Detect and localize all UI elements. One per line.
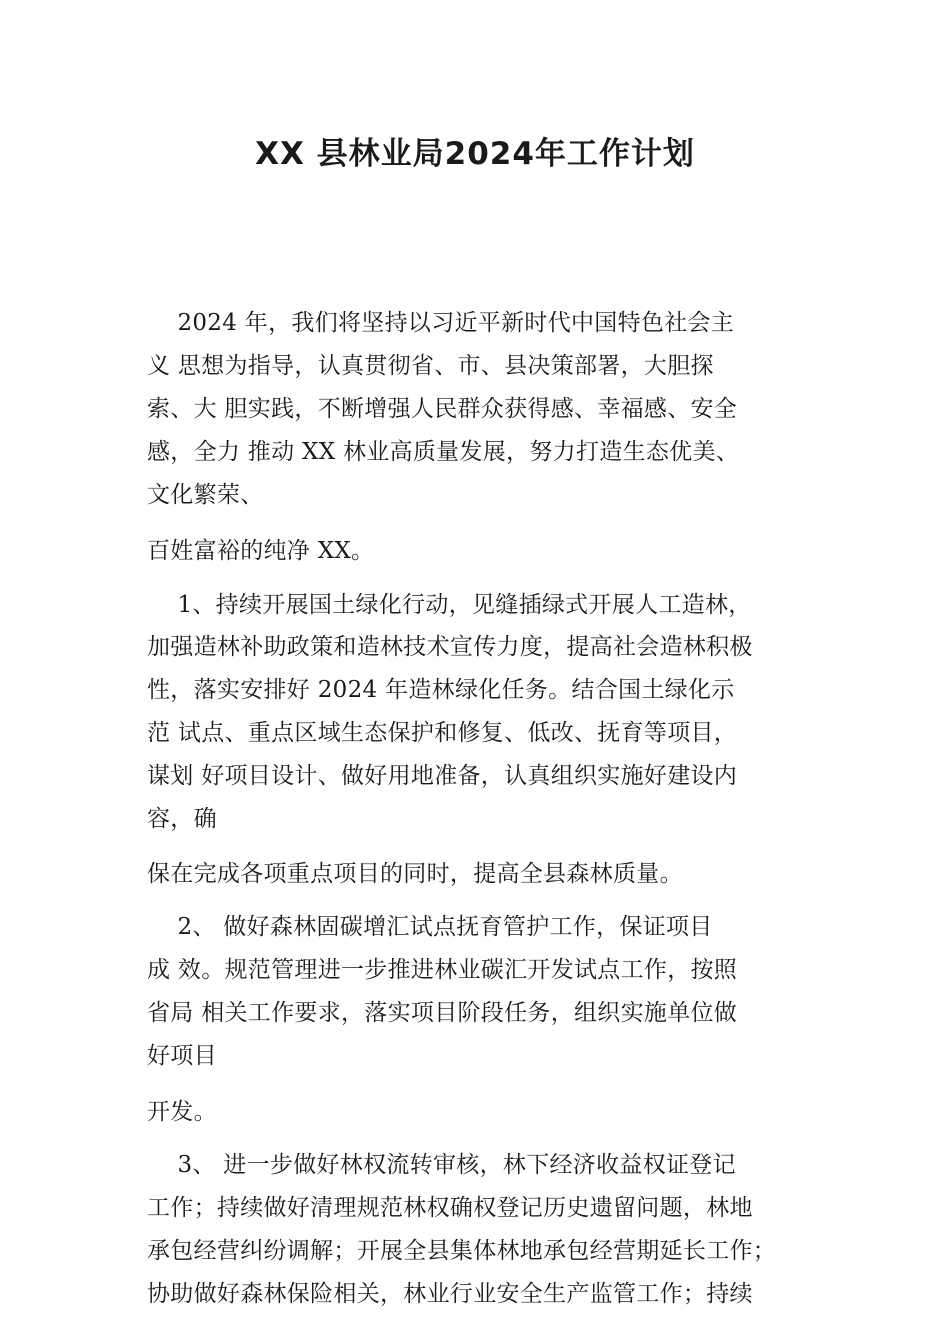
body-line: 工作；持续做好清理规范林权确权登记历史遗留问题，林地 — [147, 1195, 753, 1221]
body-line: 文化繁荣、 — [147, 482, 264, 508]
body-line: 1、持续开展国土绿化行动，见缝插绿式开展人工造林， — [147, 592, 752, 618]
body-line: 感，全力 推动 XX 林业高质量发展，努力打造生态优美、 — [147, 439, 740, 465]
body-line: 范 试点、重点区域生态保护和修复、低改、抚育等项目， — [147, 720, 738, 746]
body-line: 义 思想为指导，认真贯彻省、市、县决策部署，大胆探 — [147, 353, 714, 379]
body-line: 加强造林补助政策和造林技术宣传力度，提高社会造林积极 — [147, 634, 753, 660]
body-line: 开发。 — [147, 1099, 217, 1125]
body-line: 好项目 — [147, 1043, 217, 1069]
body-line: 省局 相关工作要求，落实项目阶段任务，组织实施单位做 — [147, 1000, 738, 1026]
body-line: 索、大 胆实践，不断增强人民群众获得感、幸福感、安全 — [147, 396, 738, 422]
body-line: 2024 年，我们将坚持以习近平新时代中国特色社会主 — [147, 310, 735, 336]
body-line: 保在完成各项重点项目的同时，提高全县森林质量。 — [147, 861, 683, 887]
body-line: 性，落实安排好 2024 年造林绿化任务。结合国土绿化示 — [147, 677, 735, 703]
body-line: 容，确 — [147, 806, 217, 832]
body-line: 2、 做好森林固碳增汇试点抚育管护工作，保证项目 — [147, 914, 713, 940]
body-line: 谋划 好项目设计、做好用地准备，认真组织实施好建设内 — [147, 763, 738, 789]
body-line: 成 效。规范管理进一步推进林业碳汇开发试点工作，按照 — [147, 957, 738, 983]
body-line: 百姓富裕的纯净 XX。 — [147, 538, 375, 564]
body-line: 承包经营纠纷调解；开展全县集体林地承包经营期延长工作； — [147, 1238, 777, 1264]
body-line: 协助做好森林保险相关，林业行业安全生产监管工作；持续 — [147, 1281, 753, 1307]
body-line: 3、 进一步做好林权流转审核，林下经济收益权证登记 — [147, 1152, 736, 1178]
document-title: XX 县林业局2024年工作计划 — [255, 136, 695, 172]
